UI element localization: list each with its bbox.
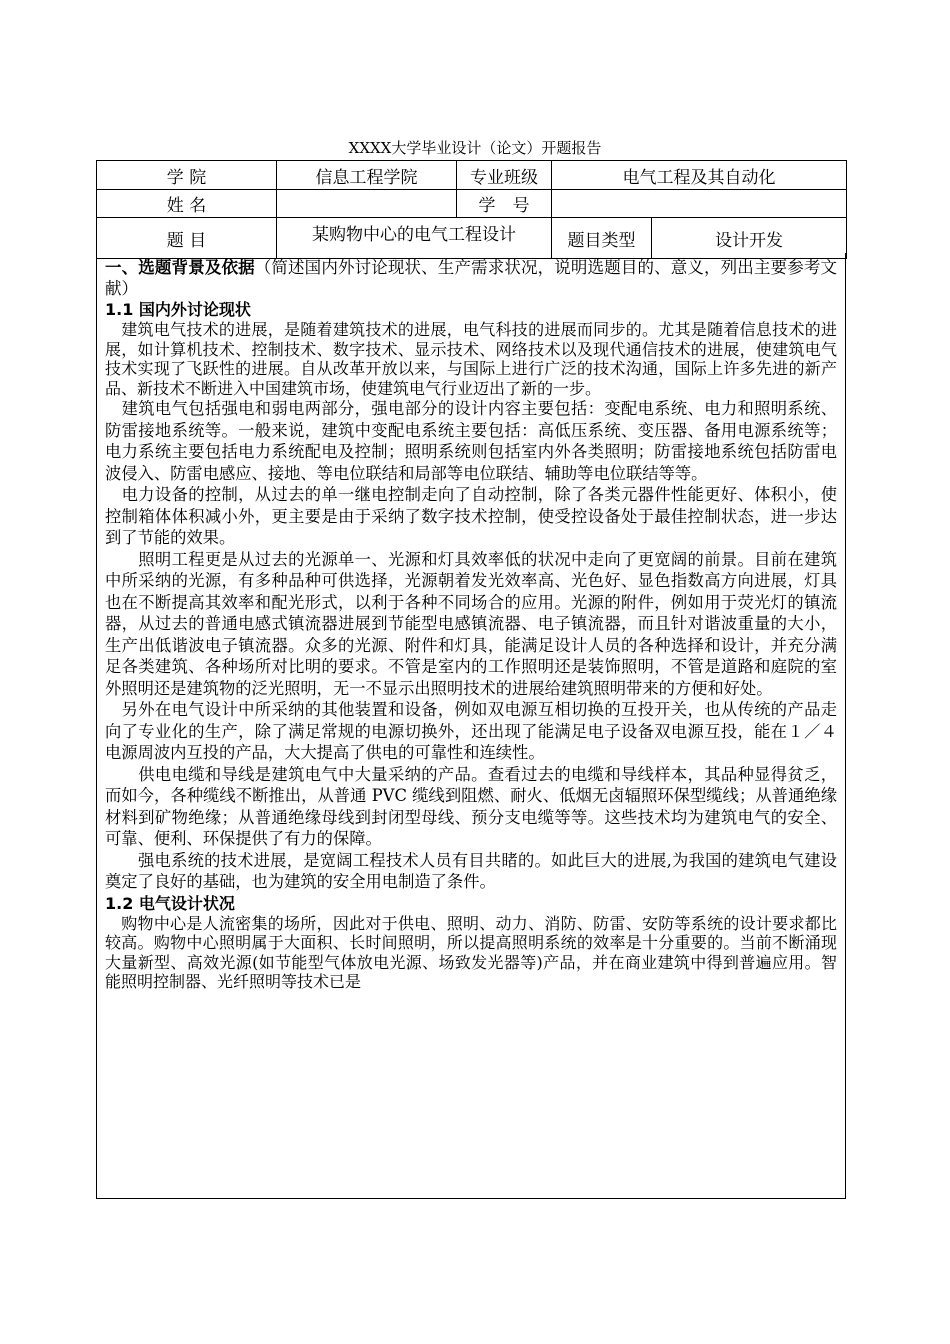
college-value: 信息工程学院 [277,161,457,190]
info-table [96,160,847,259]
subsection-heading-1: 1.1 国内外讨论现状 [105,300,251,319]
paragraph: 电力设备的控制，从过去的单一继电控制走向了自动控制，除了各类元器件性能更好、体积小，使控制箱体体积减小外，更主要是由于采纳了数字技术控制，使受控设备处于最佳控制状态，进一步达到了节能的效果。 [105,485,837,547]
paragraph: 照明工程更是从过去的光源单一、光源和灯具效率低的状况中走向了更宽阔的前景。目前在建筑中所采纳的光源，有多种品种可供选择，光源朝着发光效率高、光色好、显色指数高方向进展，灯具也在不断提高其效率和配光形式，以利于各种不同场合的应用。光源的附件，例如用于荧光灯的镇流器，从过去的普通电感式镇流器进展到节能型电感镇流器、电子镇流器，而且针对谐波重量的大小，生产出低谐波电子镇流器。众多的光源、附件和灯具，能满足设计人员的各种选择和设计，并充分满足各类建筑、各种场所对比明的要求。不管是室内的工作照明还是装饰照明，不管是道路和庭院的室外照明还是建筑物的泛光照明，无一不显示出照明技术的进展给建筑照明带来的方便和好处。 [105,549,837,698]
topic-value: 某购物中心的电气工程设计 [277,218,552,259]
name-value [277,190,457,218]
major-label: 专业班级 [457,161,552,190]
topic-label: 题 目 [97,218,277,259]
section-note: （简述国内外讨论现状、生产需求状况，说明选题目的、意义，列出主要参考文献） [105,258,838,298]
college-label: 学 院 [97,161,277,190]
paragraph: 强电系统的技术进展，是宽阔工程技术人员有目共睹的。如此巨大的进展,为我国的建筑电气建设奠定了良好的基础，也为建筑的安全用电制造了条件。 [105,850,837,891]
paragraph: 购物中心是人流密集的场所，因此对于供电、照明、动力、消防、防雷、安防等系统的设计要求都比较高。购物中心照明属于大面积、长时间照明，所以提高照明系统的效率是十分重要的。当前不断涌现大量新型、高效光源(如节能型气体放电光源、场致发光器等)产品，并在商业建筑中得到普遍应用。智能照明控制器、光纤照明等技术已是 [105,913,837,991]
subsection-heading-2: 1.2 电气设计状况 [105,893,235,913]
report-content [96,253,846,1199]
major-value: 电气工程及其自动化 [552,161,847,190]
topic-type-label: 题目类型 [552,218,652,259]
topic-type-value: 设计开发 [652,218,847,259]
paragraph: 建筑电气包括强电和弱电两部分，强电部分的设计内容主要包括：变配电系统、电力和照明系统、防雷接地系统等。一般来说，建筑中变配电系统主要包括：高低压系统、变压器、备用电源系统等；电力系统主要包括电力系统配电及控制；照明系统则包括室内外各类照明；防雷接地系统包括防雷电波侵入、防雷电感应、接地、等电位联结和局部等电位联结、辅助等电位联结等等。 [105,399,837,483]
document-title: XXXX大学毕业设计（论文）开题报告 [348,139,602,157]
student-id-label: 学 号 [457,190,552,218]
paragraph: 另外在电气设计中所采纳的其他装置和设备，例如双电源互相切换的互投开关，也从传统的产品走向了专业化的生产，除了满足常规的电源切换外，还出现了能满足电子设备双电源互投，能在１／４电源周波内互投的产品，大大提高了供电的可靠性和连续性。 [105,700,837,762]
section-heading: 一、选题背景及依据 [105,258,255,277]
paragraph: 供电电缆和导线是建筑电气中大量采纳的产品。查看过去的电缆和导线样本，其品种显得贫乏，而如今，各种缆线不断推出，从普通 PVC 缆线到阻燃、耐火、低烟无卤辐照环保型缆线；从普通绝缘材料到矿物绝缘；从普通绝缘母线到封闭型母线、预分支电缆等等。这些技术均为建筑电气的安全、可靠、便利、环保提供了有力的保障。 [105,764,837,848]
section-intro [105,257,837,299]
paragraph: 建筑电气技术的进展，是随着建筑技术的进展，电气科技的进展而同步的。尤其是随着信息技术的进展，如计算机技术、控制技术、数字技术、显示技术、网络技术以及现代通信技术的进展，使建筑电气技术实现了飞跃性的进展。自从改革开放以来，与国际上进行广泛的技术沟通，国际上许多先进的新产品、新技术不断进入中国建筑市场，使建筑电气行业迈出了新的一步。 [105,320,837,398]
name-label: 姓 名 [97,190,277,218]
student-id-value [552,190,847,218]
